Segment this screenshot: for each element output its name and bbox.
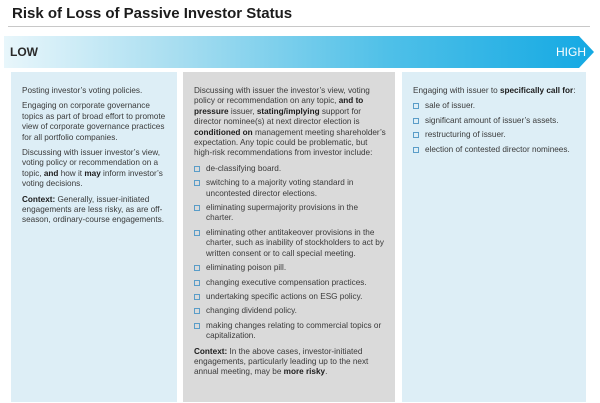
square-bullet-icon xyxy=(413,118,419,124)
list-item: sale of issuer. xyxy=(413,101,578,111)
list-item: eliminating supermajority provisions in the charter. xyxy=(194,203,387,224)
list-item: eliminating poison pill. xyxy=(194,263,387,273)
risk-scale-arrow xyxy=(4,36,594,68)
list-item: switching to a majority voting standard in uncontested director elections. xyxy=(194,178,387,199)
scale-high-label: HIGH xyxy=(556,45,586,59)
square-bullet-icon xyxy=(194,265,200,271)
col1-paragraph-2: Engaging on corporate governance topics as part of broad effort to promote view of corporate governance practices for all portfolio companies. xyxy=(22,101,166,142)
list-item: de-classifying board. xyxy=(194,164,387,174)
square-bullet-icon xyxy=(413,103,419,109)
scale-low-label: LOW xyxy=(10,45,38,59)
list-item: undertaking specific actions on ESG policy. xyxy=(194,292,387,302)
col3-action-list xyxy=(413,101,578,155)
col1-context: Context: Generally, issuer-initiated engagements are less risky, as are off-season, ordinary-course engagements. xyxy=(22,194,164,225)
square-bullet-icon xyxy=(194,230,200,236)
square-bullet-icon xyxy=(194,280,200,286)
list-item: restructuring of issuer. xyxy=(413,130,578,140)
list-item: election of contested director nominees. xyxy=(413,145,578,155)
title-divider xyxy=(8,26,590,27)
high-risk-column xyxy=(402,72,586,402)
list-item: making changes relating to commercial topics or capitalization. xyxy=(194,321,387,342)
square-bullet-icon xyxy=(413,147,419,153)
square-bullet-icon xyxy=(413,132,419,138)
square-bullet-icon xyxy=(194,308,200,314)
col2-intro: Discussing with issuer the investor’s view, voting policy or recommendation on any topic, and to pressure issuer, stating/implying support for director nominee(s) at next director election is conditioned on management meeting shareholder’s expectation. Any topic could be problematic, but high-risk recommendations from investor include: xyxy=(194,86,386,158)
col2-recommendation-list xyxy=(194,164,387,342)
square-bullet-icon xyxy=(194,166,200,172)
list-item: significant amount of issuer’s assets. xyxy=(413,116,578,126)
square-bullet-icon xyxy=(194,180,200,186)
low-risk-column xyxy=(11,72,177,402)
col1-paragraph-3: Discussing with issuer investor’s view, voting policy or recommendation on a topic, and how it may inform investor’s voting decisions. xyxy=(22,148,163,189)
col3-intro: Engaging with issuer to specifically call for: xyxy=(413,86,576,95)
list-item: eliminating other antitakeover provisions in the charter, such as inability of stockholders to act by written consent or to call special meeting. xyxy=(194,228,387,259)
square-bullet-icon xyxy=(194,205,200,211)
page-title: Risk of Loss of Passive Investor Status xyxy=(12,5,293,22)
list-item: changing dividend policy. xyxy=(194,306,387,316)
col2-context: Context: In the above cases, investor-initiated engagements, particularly leading up to the next annual meeting, may be more risky. xyxy=(194,346,369,377)
list-item: changing executive compensation practices. xyxy=(194,278,387,288)
square-bullet-icon xyxy=(194,323,200,329)
col1-paragraph-1: Posting investor’s voting policies. xyxy=(22,86,143,95)
square-bullet-icon xyxy=(194,294,200,300)
medium-risk-column xyxy=(183,72,395,402)
